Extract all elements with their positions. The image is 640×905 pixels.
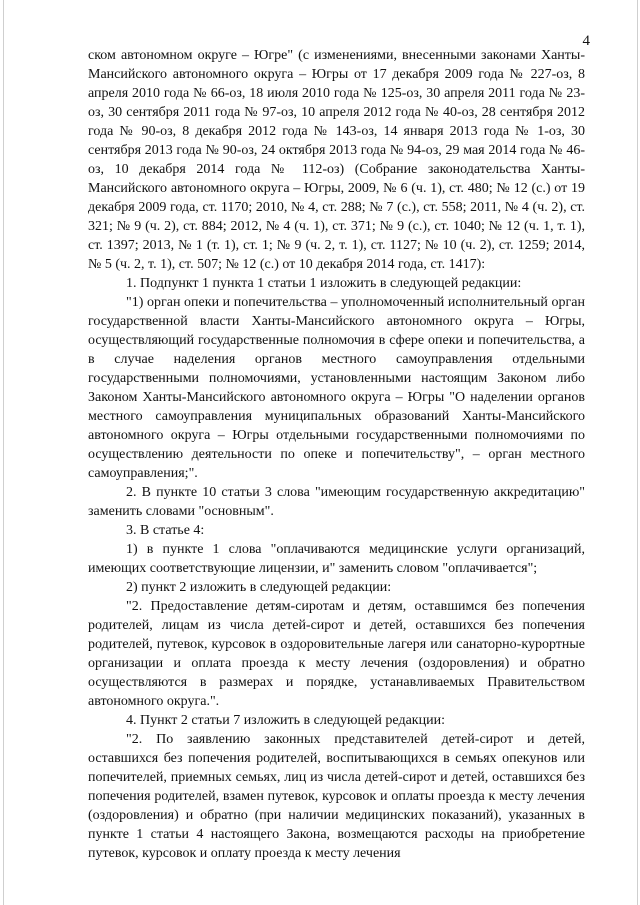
- paragraph-item-1-text: "1) орган опеки и попечительства – уполномоченный исполнительный орган государственной власти Ханты-Мансийского автономного округа – Югры, осуществляющий государственные полномочия в сфере опеки и попечительства, а в случае наделения органов местного самоуправления отдельными государственными полномочиями, установленными настоящим Законом либо Законом Ханты-Мансийского автономного округа – Югры "О наделении органов местного самоуправления муниципальных образований Ханты-Мансийского автономного округа – Югры отдельными государственными полномочиями по осуществлению деятельности по опеке и попечительству", – орган местного самоуправления;".: [88, 295, 585, 481]
- document-body: [88, 46, 585, 863]
- paragraph-item-4-text: "2. По заявлению законных представителей детей-сирот и детей, оставшихся без попечения родителей, воспитывающихся в семьях опекунов или попечителей, приемных семьях, лиц из числа детей-сирот и детей, оставшихся без попечения родителей, взамен путевок, курсовок и оплаты проезда к месту лечения (оздоровления) и обратно (при наличии медицинских показаний), указанных в пункте 1 статьи 4 настоящего Закона, возмещаются расходы на приобретение путевок, курсовок и оплату проезда к месту лечения: [88, 732, 585, 861]
- scan-edge-right: [637, 0, 638, 905]
- paragraph-item-2: 2. В пункте 10 статьи 3 слова "имеющим государственную аккредитацию" заменить словами "основным".: [88, 485, 585, 519]
- paragraph-item-3-2: 2) пункт 2 изложить в следующей редакции:: [126, 580, 392, 595]
- paragraph-item-3-1: 1) в пункте 1 слова "оплачиваются медицинские услуги организаций, имеющих соответствующие лицензии, и" заменить словом "оплачивается";: [88, 542, 585, 576]
- page-number: 4: [582, 33, 590, 49]
- paragraph-item-4: 4. Пункт 2 статьи 7 изложить в следующей редакции:: [126, 713, 445, 728]
- paragraph-item-3: 3. В статье 4:: [126, 523, 205, 538]
- paragraph-item-3-2-text: "2. Предоставление детям-сиротам и детям, оставшимся без попечения родителей, лицам из числа детей-сирот и детей, оставшихся без попечения родителей, путевок, курсовок в оздоровительные лагеря или санаторно-курортные организации и оплата проезда к месту лечения (оздоровления) и обратно осуществляются в размерах и порядке, устанавливаемых Правительством автономного округа.".: [88, 599, 585, 709]
- paragraph-law-references: ском автономном округе – Югре" (с изменениями, внесенными законами Ханты-Мансийского автономного округа – Югры от 17 декабря 2009 года № 227-оз, 8 апреля 2010 года № 66-оз, 18 июля 2010 года № 125-оз, 30 апреля 2011 года № 23-оз, 30 сентября 2011 года № 97-оз, 10 апреля 2012 года № 40-оз, 28 сентября 2012 года № 90-оз, 8 декабря 2012 года № 143-оз, 14 января 2013 года № 1-оз, 30 сентября 2013 года № 90-оз, 24 октября 2013 года № 94-оз, 29 мая 2014 года № 46-оз, 10 декабря 2014 года № 112-оз) (Собрание законодательства Ханты-Мансийского автономного округа – Югры, 2009, № 6 (ч. 1), ст. 480; № 12 (с.) от 19 декабря 2009 года, ст. 1170; 2010, № 4, ст. 288; № 7 (с.), ст. 558; 2011, № 4 (ч. 2), ст. 321; № 9 (ч. 2), ст. 884; 2012, № 4 (ч. 1), ст. 371; № 9 (с.), ст. 1040; № 12 (ч. 1, т. 1), ст. 1397; 2013, № 1 (т. 1), ст. 1; № 9 (ч. 2, т. 1), ст. 1127; № 10 (ч. 2), ст. 1259; 2014, № 5 (ч. 2, т. 1), ст. 507; № 12 (с.) от 10 декабря 2014 года, ст. 1417):: [88, 48, 585, 272]
- scan-edge-left: [3, 0, 4, 905]
- paragraph-item-1: 1. Подпункт 1 пункта 1 статьи 1 изложить в следующей редакции:: [126, 276, 522, 291]
